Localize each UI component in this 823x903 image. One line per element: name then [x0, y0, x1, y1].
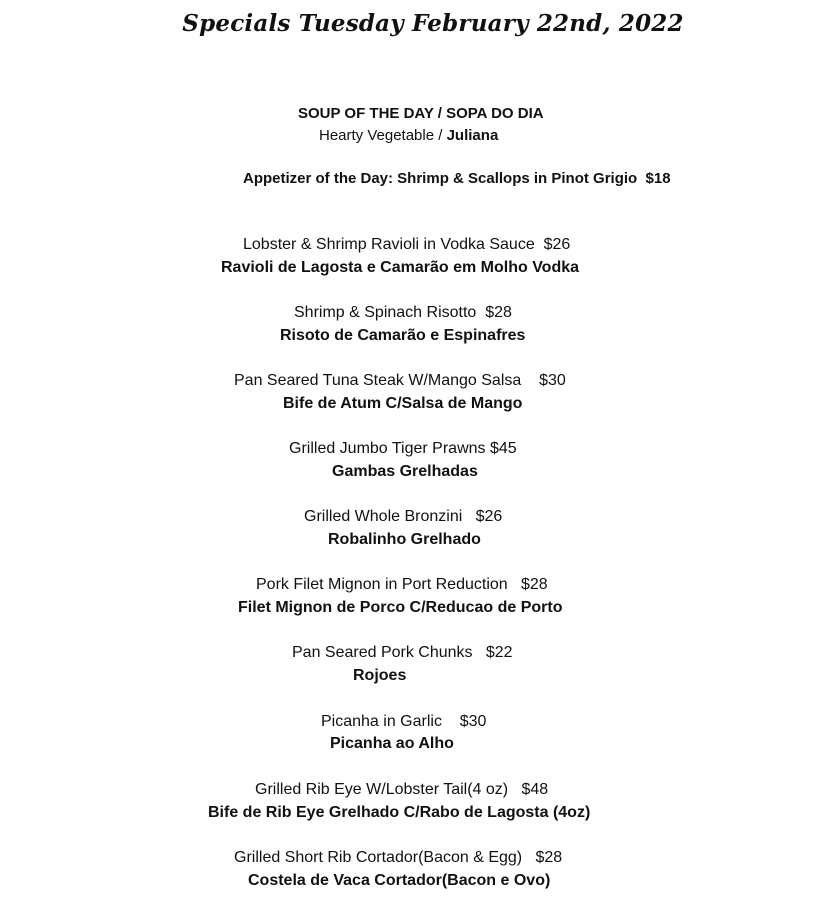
dish-en: Picanha in Garlic $30	[321, 713, 487, 730]
soup-name-en: Hearty Vegetable	[319, 127, 435, 144]
dish-en: Grilled Whole Bronzini $26	[304, 508, 503, 525]
appetizer-line: Appetizer of the Day: Shrimp & Scallops in Pinot Grigio $18	[243, 170, 671, 187]
dish-en: Pork Filet Mignon in Port Reduction $28	[256, 576, 548, 593]
dish-en: Lobster & Shrimp Ravioli in Vodka Sauce $26	[243, 236, 571, 253]
dish-pt: Ravioli de Lagosta e Camarão em Molho Vodka	[221, 259, 580, 276]
page-title: Specials Tuesday February 22nd, 2022	[182, 10, 684, 37]
dish-pt: Bife de Atum C/Salsa de Mango	[283, 395, 523, 412]
dish-pt: Costela de Vaca Cortador(Bacon e Ovo)	[248, 872, 551, 889]
dish-pt: Robalinho Grelhado	[328, 531, 481, 548]
dish-pt: Bife de Rib Eye Grelhado C/Rabo de Lagosta (4oz)	[208, 804, 591, 821]
soup-separator: /	[434, 127, 447, 144]
dish-en: Pan Seared Pork Chunks $22	[292, 644, 513, 661]
soup-name-pt: Juliana	[446, 127, 499, 144]
dish-pt: Gambas Grelhadas	[332, 463, 478, 480]
dish-en: Pan Seared Tuna Steak W/Mango Salsa $30	[234, 372, 566, 389]
dish-en: Grilled Rib Eye W/Lobster Tail(4 oz) $48	[255, 781, 549, 798]
dish-en: Grilled Jumbo Tiger Prawns $45	[289, 440, 517, 457]
dish-pt: Filet Mignon de Porco C/Reducao de Porto	[238, 599, 563, 616]
soup-description	[319, 125, 498, 147]
dish-pt: Picanha ao Alho	[330, 735, 454, 752]
soup-header: SOUP OF THE DAY / SOPA DO DIA	[298, 105, 544, 122]
dish-en: Shrimp & Spinach Risotto $28	[294, 304, 512, 321]
dish-en: Grilled Short Rib Cortador(Bacon & Egg) $28	[234, 849, 563, 866]
dish-pt: Rojoes	[353, 667, 407, 684]
dish-pt: Risoto de Camarão e Espinafres	[280, 327, 526, 344]
